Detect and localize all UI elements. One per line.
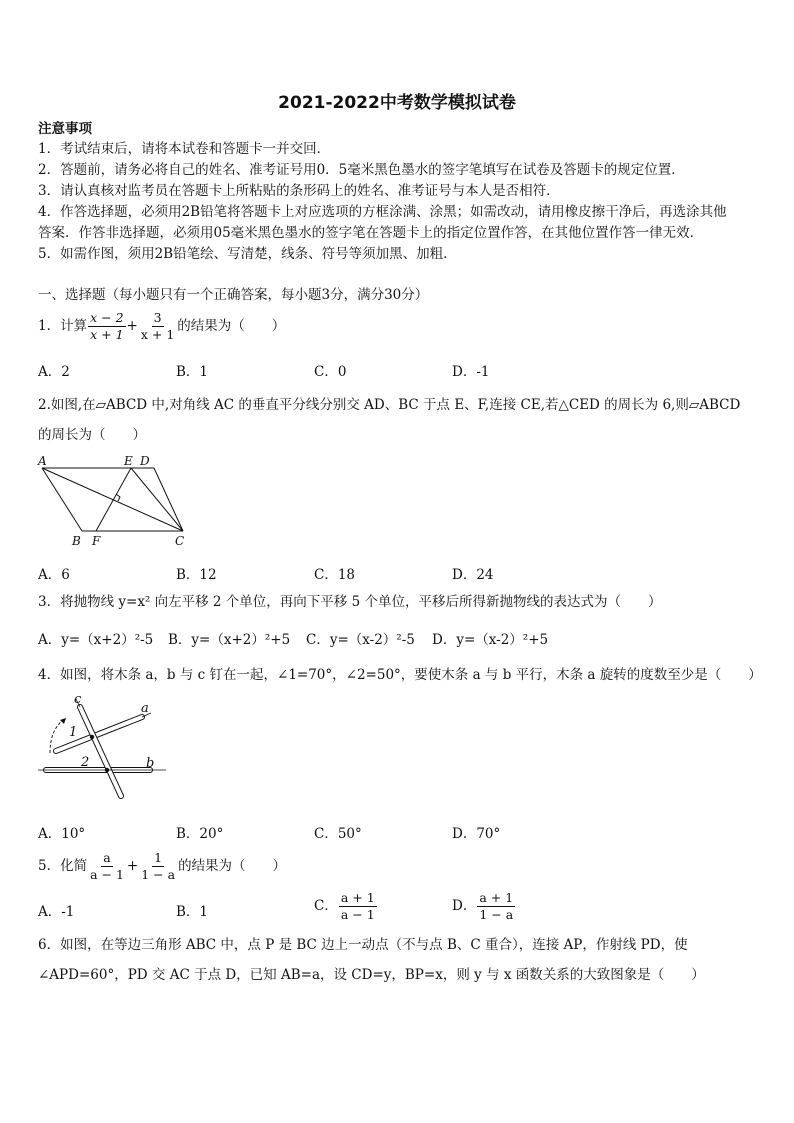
parallelogram-figure [36, 453, 196, 548]
notice-item: 2．答题前，请务必将自己的姓名、准考证号用0．5毫米黑色墨水的签字笔填写在试卷及答题卡的规定位置． [38, 162, 685, 178]
arrowhead-icon [60, 718, 66, 724]
q4-option-d[interactable]: D．70° [452, 826, 501, 842]
section-heading: 一、选择题（每小题只有一个正确答案，每小题3分，满分30分） [38, 287, 429, 303]
question-4: 4．如图，将木条 a，b 与 c 钉在一起，∠1=70°，∠2=50°，要使木条 a 与 b 平行，木条 a 旋转的度数至少是（ ） [38, 667, 762, 683]
q1-f1-denominator: x + 1 [90, 327, 124, 342]
q5-option-d-fraction [477, 891, 515, 922]
q2-option-a[interactable]: A．6 [38, 567, 70, 583]
stick-c [80, 707, 121, 796]
q5-fraction-2 [139, 851, 177, 882]
label-b: B [72, 534, 81, 548]
wooden-sticks-figure [36, 693, 196, 803]
q1-option-d[interactable]: D．-1 [452, 364, 490, 380]
question-5 [38, 850, 286, 882]
q5-f2-denominator: 1 − a [141, 867, 176, 882]
q5-option-d-label: D． [452, 898, 477, 914]
q3-option-d[interactable]: D．y=（x-2）²+5 [432, 632, 549, 648]
edge-dc [154, 468, 183, 531]
q1-fraction-1 [88, 311, 125, 342]
bisector-ef [96, 468, 131, 531]
q5-option-d[interactable] [452, 890, 516, 922]
q1-f1-numerator: x − 2 [90, 310, 124, 325]
q3-option-a[interactable]: A．y=（x+2）²-5 [38, 632, 154, 648]
label-d: D [140, 454, 150, 468]
q1-f2-numerator: 3 [153, 310, 162, 325]
question-2-line-2: 的周长为（ ） [38, 427, 146, 443]
label-a: a [141, 701, 149, 716]
label-c: C [175, 534, 185, 548]
notice-item: 5．如需作图，须用2B铅笔绘、写清楚，线条、符号等须加黑、加粗． [38, 246, 457, 262]
label-e: E [124, 454, 133, 468]
q5-prefix: 5．化简 [38, 858, 88, 874]
q5-f1-numerator: a [103, 850, 111, 865]
q1-f2-denominator: x + 1 [140, 327, 175, 342]
nail-bottom [105, 768, 109, 772]
notice-item: 3．请认真核对监考员在答题卡上所粘贴的条形码上的姓名、准考证号与本人是否相符． [38, 183, 560, 199]
q5-option-c-denominator: a − 1 [340, 907, 375, 922]
q5-f2-numerator: 1 [154, 850, 163, 865]
q1-prefix: 1．计算 [38, 318, 88, 334]
q3-option-b[interactable]: B．y=（x+2）²+5 [168, 632, 291, 648]
q1-option-b[interactable]: B．1 [176, 364, 209, 380]
label-b: b [146, 756, 155, 771]
q5-option-d-denominator: 1 − a [479, 907, 514, 922]
notice-heading: 注意事项 [38, 121, 92, 137]
q2-option-d[interactable]: D．24 [452, 567, 494, 583]
segment-ce [131, 468, 183, 531]
question-6-line-1: 6．如图，在等边三角形 ABC 中，点 P 是 BC 边上一动点（不与点 B、C 重合），连接 AP，作射线 PD，使 [38, 937, 688, 953]
q1-fraction-2 [139, 311, 176, 342]
q5-option-c-fraction [339, 891, 377, 922]
q5-option-c-numerator: a + 1 [340, 890, 375, 905]
q5-option-a[interactable]: A．-1 [38, 904, 75, 920]
question-6-line-2: ∠APD=60°，PD 交 AC 于点 D，已知 AB=a，设 CD=y，BP=x，则 y 与 x 函数关系的大致图象是（ ） [38, 967, 705, 983]
q4-option-a[interactable]: A．10° [38, 826, 86, 842]
notice-item: 答案．作答非选择题，必须用05毫米黑色墨水的签字笔在答题卡上的指定位置作答，在其他位置作答一律无效． [38, 225, 704, 241]
q5-option-c[interactable] [314, 890, 378, 922]
q4-option-c[interactable]: C．50° [314, 826, 362, 842]
q2-option-c[interactable]: C．18 [314, 567, 356, 583]
q2-option-b[interactable]: B．12 [176, 567, 217, 583]
q1-option-a[interactable]: A．2 [38, 364, 70, 380]
diagonal-ac [42, 468, 183, 531]
nail-top [90, 735, 94, 739]
label-a: A [38, 454, 47, 468]
label-angle-1: 1 [69, 725, 78, 740]
question-2-line-1: 2.如图,在▱ABCD 中,对角线 AC 的垂直平分线分别交 AD、BC 于点 E、F,连接 CE,若△CED 的周长为 6,则▱ABCD [38, 397, 741, 413]
question-1 [38, 310, 285, 342]
q5-suffix: 的结果为（ ） [178, 858, 287, 874]
q5-f1-denominator: a − 1 [90, 867, 124, 882]
q4-option-b[interactable]: B．20° [176, 826, 224, 842]
notice-item: 1．考试结束后，请将本试卷和答题卡一并交回． [38, 141, 331, 157]
q5-option-c-label: C． [314, 898, 338, 914]
q5-option-d-numerator: a + 1 [479, 890, 514, 905]
exam-title: 2021-2022中考数学模拟试卷 [278, 93, 516, 113]
label-angle-2: 2 [81, 755, 90, 770]
q1-option-c[interactable]: C．0 [314, 364, 347, 380]
q1-plus: + [126, 318, 138, 334]
q5-option-b[interactable]: B．1 [176, 904, 209, 920]
q5-fraction-1 [88, 851, 126, 882]
right-angle-mark [116, 494, 120, 501]
notice-item: 4．作答选择题，必须用2B铅笔将答题卡上对应选项的方框涂满、涂黑；如需改动，请用橡皮擦干净后，再选涂其他 [38, 204, 727, 220]
label-f: F [92, 534, 101, 548]
q5-plus: + [126, 858, 139, 874]
q1-suffix: 的结果为（ ） [177, 318, 286, 334]
q3-option-c[interactable]: C．y=（x-2）²-5 [306, 632, 415, 648]
label-c: c [74, 693, 82, 707]
question-3: 3．将抛物线 y=x² 向左平移 2 个单位，再向下平移 5 个单位，平移后所得新抛物线的表达式为（ ） [38, 594, 662, 610]
